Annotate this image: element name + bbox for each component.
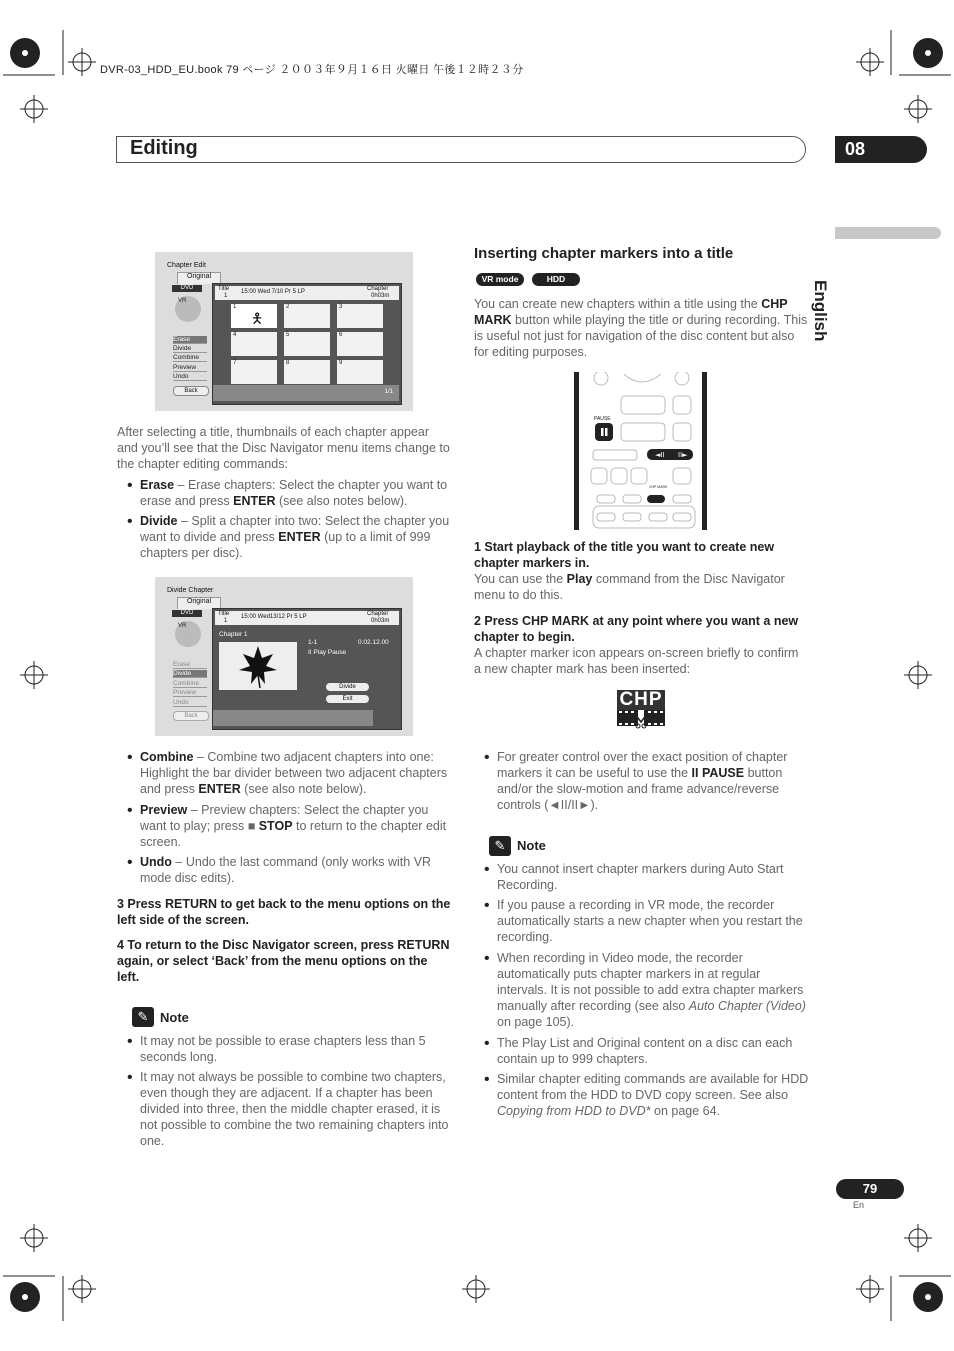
screen2-menu-erase: Erase: [173, 661, 207, 669]
page-language-code: En: [853, 1200, 865, 1210]
leaf-icon: [219, 642, 297, 690]
note-right-2: • If you pause a recording in VR mode, the recorder automatically starts a new chapter when you restart the recording.: [484, 897, 803, 944]
right-intro-paragraph: You can create new chapters within a title using the CHP MARK button while playing the title or during recording. This is useful not just for navigation of the disc content but also for editing purposes.: [474, 297, 808, 359]
note-left-2: • It may not always be possible to combine two chapters, even though they are adjacent. If a chapter has been divided into three, then the middle chapter erased, it is not possible to combine the two remaining chapters into one.: [127, 1069, 449, 1148]
screen2-disc-logo: DVD: [172, 610, 202, 617]
note-right-3: • When recording in Video mode, the recorder automatically puts chapter markers in at regular intervals. It is not possible to add extra chapter markers manually after recording (see also Auto Chapter (Video) on page 105).: [484, 950, 806, 1029]
screen2-divide-button: Divide: [326, 683, 369, 691]
svg-text:◄II: ◄II: [655, 451, 665, 459]
page-number: 79: [836, 1179, 904, 1199]
screen2-disc-icon: [175, 621, 201, 647]
right-heading: Inserting chapter markers into a title: [474, 245, 734, 262]
note-right-5: • Similar chapter editing commands are available for HDD content from the HDD to DVD copy screen. See also Copying from HDD to DVD* on page 64.: [484, 1071, 809, 1118]
screen1-vr-label: VR: [178, 298, 187, 304]
note-left-1: • It may not be possible to erase chapters less than 5 seconds long.: [127, 1033, 426, 1064]
bullet-erase: • Erase – Erase chapters: Select the chapter you want to erase and press ENTER (see also notes below).: [127, 477, 448, 508]
right-bullet-pause: • For greater control over the exact position of chapter markers it can be useful to use the II PAUSE button and/or the slow-motion and frame advance/reverse controls (◄II/II►).: [484, 749, 788, 812]
left-intro-paragraph: After selecting a title, thumbnails of each chapter appear and you’ll see that the Disc Navigator menu items change to the chapter editing commands:: [117, 425, 450, 471]
screen2-footer: [213, 710, 373, 726]
screen2-menu-preview: Preview: [173, 689, 207, 697]
screen1-menu-combine: Combine: [173, 354, 207, 362]
step-2: 2 Press CHP MARK at any point where you want a new chapter to begin.: [474, 614, 799, 644]
step-4: 4 To return to the Disc Navigator screen, press RETURN again, or select ‘Back’ from the menu options on the left.: [117, 938, 450, 984]
step-3: 3 Press RETURN to get back to the menu options on the left side of the screen.: [117, 897, 451, 927]
screen1-title: Chapter Edit: [167, 262, 206, 269]
screen1-page: 1/1: [384, 389, 393, 395]
bullet-divide: • Divide – Split a chapter into two: Select the chapter you want to divide and press ENTER (up to a limit of 999 chapters per disc).: [127, 513, 450, 560]
svg-text:II►: II►: [678, 451, 688, 459]
screen2-info: 15:00 Wed13/12 Pr 5 LP: [241, 614, 307, 620]
screen2-menu-combine: Combine: [173, 680, 207, 688]
screen1-title-label: Title: [218, 286, 230, 292]
remote-pause-label: PAUSE: [594, 416, 611, 422]
note-heading-left: Note: [160, 1010, 189, 1025]
remote-control-illustration: [574, 372, 707, 530]
note-right-1: • You cannot insert chapter markers during Auto Start Recording.: [484, 861, 784, 892]
note-pencil-icon-right: ✎: [489, 836, 511, 856]
thumb-2: 2: [284, 304, 330, 328]
print-header: DVR-03_HDD_EU.book 79 ページ ２００３年９月１６日 火曜日 午後１２時２３分: [100, 64, 524, 76]
screen1-menu-preview: Preview: [173, 364, 207, 372]
thumb-3: 3: [337, 304, 383, 328]
screen1-menu-undo: Undo: [173, 373, 207, 381]
screen2-leaf-thumbnail: [219, 642, 297, 690]
note-pencil-icon: ✎: [132, 1007, 154, 1027]
bullet-undo: • Undo – Undo the last command (only works with VR mode disc edits).: [127, 854, 432, 885]
screen1-disc-logo: DVD: [172, 285, 202, 292]
chapter-marker-icon: [617, 690, 665, 730]
tag-hdd: HDD: [532, 273, 580, 286]
screen1-menu-erase: Erase: [173, 336, 207, 344]
screen1-back-button: Back: [173, 386, 209, 396]
screen2-title-num: 1: [224, 618, 228, 624]
screen1-info: 15:00 Wed 7/10 Pr 5 LP: [241, 289, 305, 295]
screen1-menu-divide: Divide: [173, 345, 207, 353]
chapter-edit-screenshot: [155, 252, 413, 411]
bullet-combine: • Combine – Combine two adjacent chapters into one: Highlight the bar divider between two adjacent chapters and press ENTER (see also note below).: [127, 749, 448, 796]
note-heading-right: Note: [517, 838, 546, 853]
screen1-disc-icon: [175, 296, 201, 322]
bullet-preview: • Preview – Preview chapters: Select the chapter you want to play; press ■ STOP to return to the chapter edit screen.: [127, 802, 447, 849]
step-2-body: A chapter marker icon appears on-screen briefly to confirm a new chapter mark has been inserted:: [474, 646, 799, 676]
section-title-bar: [116, 136, 806, 163]
thumb-5: 5: [284, 332, 330, 356]
thumb-9: 9: [337, 360, 383, 384]
screen2-menu-undo: Undo: [173, 699, 207, 707]
chp-icon-text: CHP: [617, 690, 665, 710]
screen2-tab: Original: [177, 597, 221, 609]
language-tab-bar: [835, 227, 941, 239]
divide-chapter-screenshot: [155, 577, 413, 736]
screen1-tab: Original: [177, 272, 221, 284]
screen2-position: 1-1: [308, 639, 318, 646]
screen2-title: Divide Chapter: [167, 587, 214, 594]
note-right-4: • The Play List and Original content on a disc can each contain up to 999 chapters.: [484, 1035, 793, 1066]
thumb-1: 1 🯅: [231, 304, 277, 328]
thumb-6: 6: [337, 332, 383, 356]
thumb-8: 8: [284, 360, 330, 384]
remote-chp-label: CHP MARK: [649, 485, 668, 489]
screen1-title-num: 1: [224, 293, 228, 299]
screen2-status: II Play Pause: [308, 649, 347, 656]
language-label: English: [811, 280, 830, 342]
scissors-film-icon: [617, 710, 665, 730]
screen2-chapter-label: Chapter: [367, 611, 389, 617]
screen2-menu-divide: Divide: [173, 670, 207, 678]
screen2-chapter-time: 0h03m: [371, 618, 390, 624]
thumb-4: 4: [231, 332, 277, 356]
tag-vr-mode: VR mode: [476, 273, 524, 286]
chapter-number-badge: 08: [835, 136, 927, 163]
remote-buttons: [579, 372, 702, 530]
screen2-title-label: Title: [218, 611, 230, 617]
screen2-exit-button: Exit: [326, 695, 369, 703]
thumb-7: 7: [231, 360, 277, 384]
screen1-chapter-label: Chapter: [367, 286, 389, 292]
screen1-footer: [213, 385, 399, 401]
step-1: 1 Start playback of the title you want to create new chapter markers in.: [474, 540, 775, 570]
screen2-back-button: Back: [173, 711, 209, 721]
screen1-chapter-time: 0h03m: [371, 293, 390, 299]
section-title: Editing: [130, 137, 198, 159]
screen2-vr-label: VR: [178, 623, 187, 629]
step-1-body: You can use the Play command from the Disc Navigator menu to do this.: [474, 572, 785, 602]
screen2-timecode: 0.02.12.00: [358, 639, 389, 646]
screen2-chapter-row: Chapter 1: [219, 631, 248, 638]
